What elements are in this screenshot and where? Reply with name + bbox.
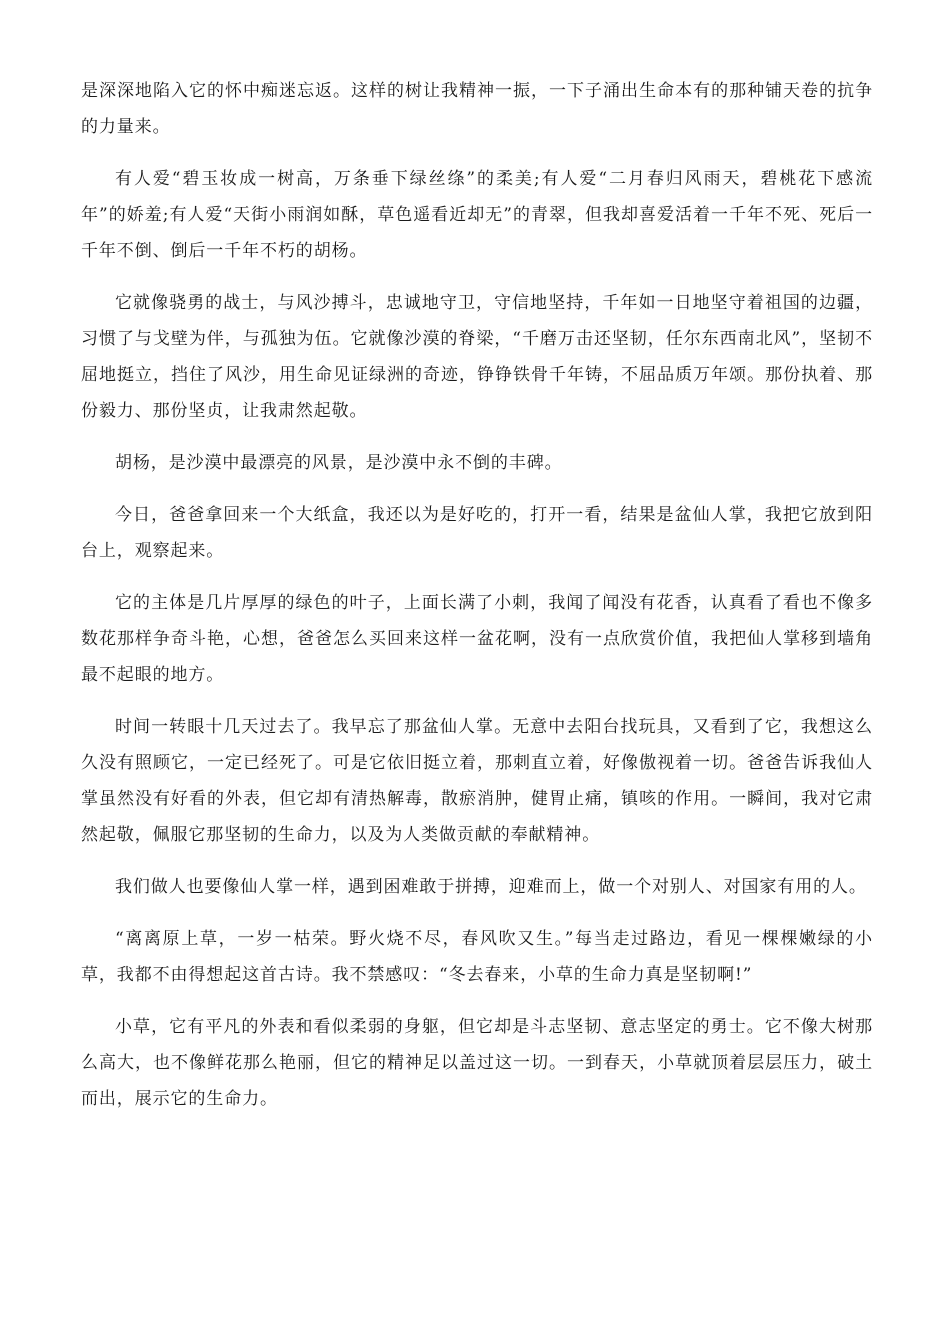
paragraph-9: “离离原上草，一岁一枯荣。野火烧不尽，春风吹又生。”每当走过路边，看见一棵棵嫩绿的小草，我都不由得想起这首古诗。我不禁感叹：“冬去春来，小草的生命力真是坚韧啊!” [81,929,873,985]
paragraph-1: 是深深地陷入它的怀中痴迷忘返。这样的树让我精神一振，一下子涌出生命本有的那种铺天卷的抗争的力量来。 [81,81,873,137]
paragraph-6: 它的主体是几片厚厚的绿色的叶子，上面长满了小刺，我闻了闻没有花香，认真看了看也不像多数花那样争奇斗艳，心想，爸爸怎么买回来这样一盆花啊，没有一点欣赏价值，我把仙人掌移到墙角最不起眼的地方。 [81,593,873,685]
document-page [81,73,873,1133]
paragraph-10: 小草，它有平凡的外表和看似柔弱的身躯，但它却是斗志坚韧、意志坚定的勇士。它不像大树那么高大，也不像鲜花那么艳丽，但它的精神足以盖过这一切。一到春天，小草就顶着层层压力，破土而出，展示它的生命力。 [81,1017,873,1109]
paragraph-8: 我们做人也要像仙人掌一样，遇到困难敢于拼搏，迎难而上，做一个对别人、对国家有用的人。 [115,877,867,897]
paragraph-3: 它就像骁勇的战士，与风沙搏斗，忠诚地守卫，守信地坚持，千年如一日地坚守着祖国的边疆，习惯了与戈壁为伴，与孤独为伍。它就像沙漠的脊梁，“千磨万击还坚韧，任尔东西南北风”，坚韧不屈地挺立，挡住了风沙，用生命见证绿洲的奇迹，铮铮铁骨千年铸，不屈品质万年颂。那份执着、那份毅力、那份坚贞，让我肃然起敬。 [81,293,873,421]
paragraph-4: 胡杨，是沙漠中最漂亮的风景，是沙漠中永不倒的丰碑。 [115,453,563,473]
paragraph-5: 今日，爸爸拿回来一个大纸盒，我还以为是好吃的，打开一看，结果是盆仙人掌，我把它放到阳台上，观察起来。 [81,505,873,561]
paragraph-2: 有人爱“碧玉妆成一树高，万条垂下绿丝绦”的柔美;有人爱“二月春归风雨天，碧桃花下感流年”的娇羞;有人爱“天街小雨润如酥，草色遥看近却无”的青翠，但我却喜爱活着一千年不死、死后一千年不倒、倒后一千年不朽的胡杨。 [81,169,873,261]
paragraph-7: 时间一转眼十几天过去了。我早忘了那盆仙人掌。无意中去阳台找玩具，又看到了它，我想这么久没有照顾它，一定已经死了。可是它依旧挺立着，那刺直立着，好像傲视着一切。爸爸告诉我仙人掌虽然没有好看的外表，但它却有清热解毒，散瘀消肿，健胃止痛，镇咳的作用。一瞬间，我对它肃然起敬，佩服它那坚韧的生命力，以及为人类做贡献的奉献精神。 [81,717,873,845]
